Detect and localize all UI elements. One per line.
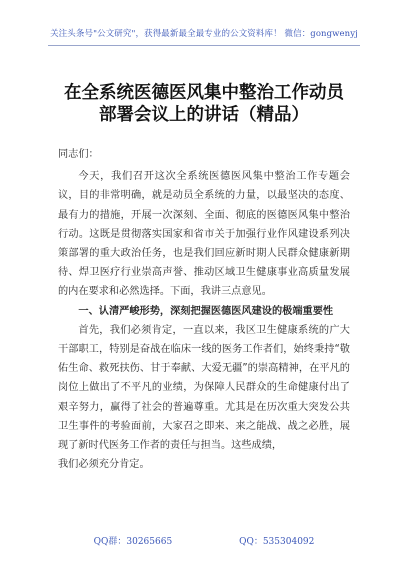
footer-qq: QQ：535304092 [239,537,315,547]
section-1-heading: 一、认清严峻形势，深刻把握医德医风建设的极端重要性 [78,305,334,317]
title-line-1: 在全系统医德医风集中整治工作动员 [64,83,344,103]
header-note: 关注头条号"公文研究"，获得最新最全最专业的公文资料库！ 微信：gongwenyj [50,29,358,39]
paragraph-2: 首先，我们必须肯定，一直以来，我区卫生健康系统的广大干部职工，特别是奋战在临床一线的医务工作者们，始终秉持“敬佑生命、救死扶伤、甘于奉献、大爱无疆”的崇高精神，在平凡的岗位上做出了不平凡的业绩，为保障人民群众的生命健康付出了艰辛努力，赢得了社会的普遍尊重。尤其是在历次重大突发公共卫生事件的考验面前，大家召之即来、来之能战、战之必胜，展现了新时代医务工作者的责任与担当。这些成绩， [58,324,350,452]
document-body [58,145,350,474]
title-line-2: 部署会议上的讲话（精品） [99,105,309,125]
header-divider [48,45,360,46]
document-title [20,82,388,126]
paragraph-1: 今天，我们召开这次全系统医德医风集中整治工作专题会议，目的非常明确，就是动员全系统的力量，以最坚决的态度、最有力的措施，开展一次深刻、全面、彻底的医德医风集中整治行动。这既是贯彻落实国家和省市关于加强行业作风建设系列决策部署的重大政治任务，也是我们回应新时期人民群众健康新期待、焊卫医疗行业崇高声誉、推动区域卫生健康事业高质量发展的内在要求和必然选择。下面，我讲三点意见。 [58,171,350,298]
paragraph-2-end: 我们必须充分肯定。 [58,459,150,471]
greeting: 同志们： [58,149,99,160]
footer-contact [0,534,408,547]
footer-qq-group: QQ群：30265665 [93,537,173,547]
